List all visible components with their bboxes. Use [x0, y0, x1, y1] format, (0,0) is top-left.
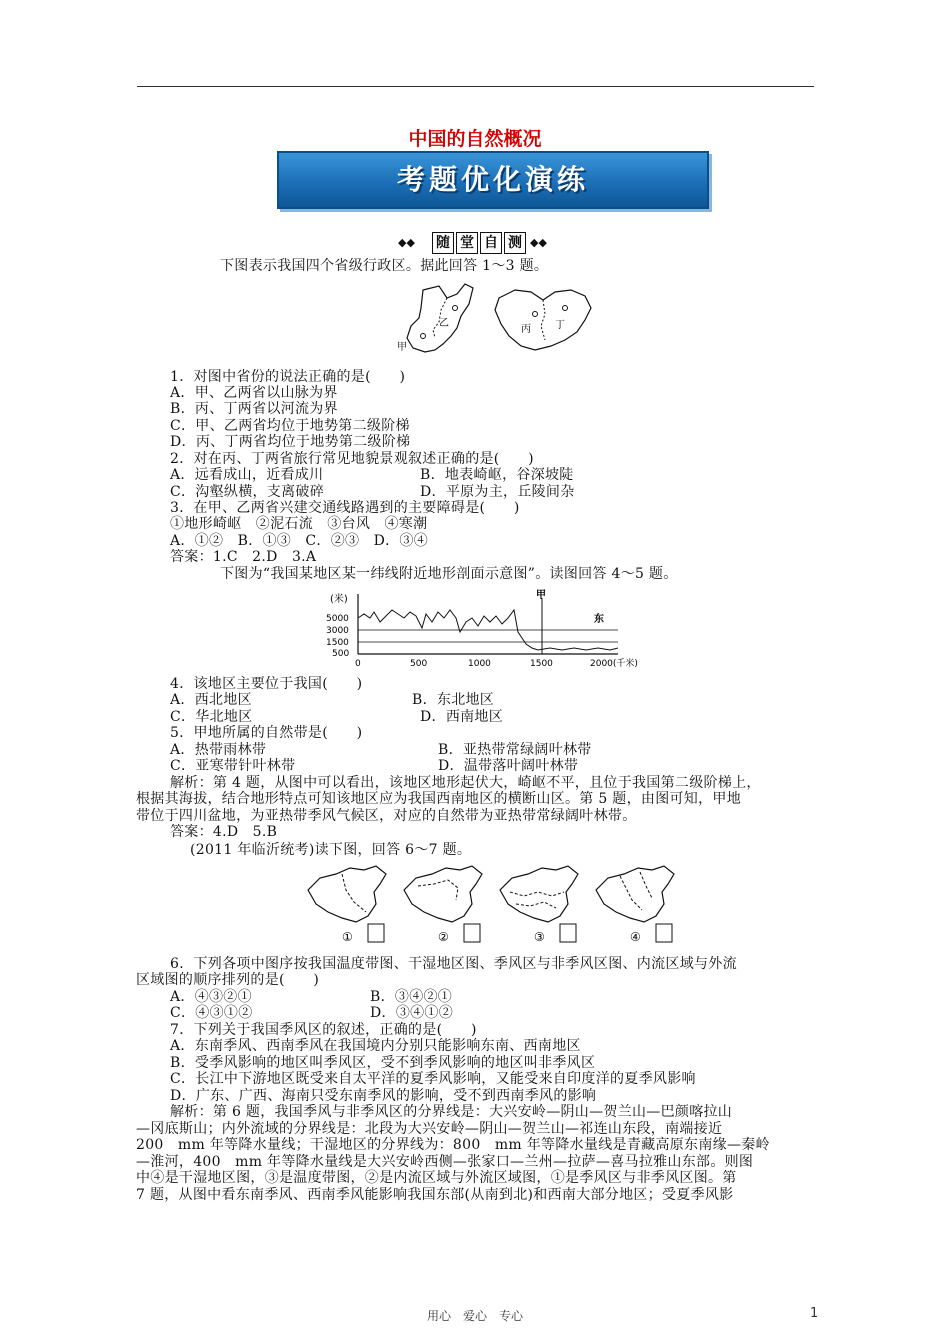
section-char: 自	[480, 232, 502, 254]
q3-items: ①地形崎岖 ②泥石流 ③台风 ④寒潮	[170, 516, 428, 532]
xtick: 0	[355, 659, 361, 669]
q1-d: D．丙、丁两省均位于地势第二级阶梯	[170, 434, 411, 450]
china-map-1	[308, 866, 386, 944]
q5-c: C．亚寒带针叶林带	[170, 758, 296, 774]
xtick: 2000(千米)	[590, 659, 638, 669]
q3: 3．在甲、乙两省兴建交通线路遇到的主要障碍是( )	[170, 500, 520, 516]
profile-ylabel: (米)	[330, 594, 348, 605]
q5-a: A．热带雨林带	[170, 742, 267, 758]
ytick: 500	[332, 649, 350, 659]
china-map-4	[596, 866, 674, 944]
capital-icon	[563, 306, 568, 311]
section-heading	[380, 232, 580, 254]
answer-1-3: 答案：1.C 2.D 3.A	[170, 549, 317, 565]
analysis-6-7-line6: 7 题，从图中看东南季风、西南季风能影响我国东部(从南到北)和西南大部分地区；受夏季风影	[136, 1187, 734, 1203]
map-label: ③	[534, 930, 545, 944]
q2-c: C．沟壑纵横，支离破碎	[170, 484, 325, 500]
intro-1-3: 下图表示我国四个省级行政区。据此回答 1～3 题。	[220, 258, 549, 274]
intro-6-7: (2011 年临沂统考)读下图，回答 6～7 题。	[190, 842, 472, 858]
q3-options: A．①② B．①③ C．②③ D．③④	[170, 533, 429, 549]
q4-c: C．华北地区	[170, 709, 253, 725]
label-yi: 乙	[439, 318, 449, 329]
province-map-figure	[395, 280, 605, 360]
q5-d: D．温带落叶阔叶林带	[438, 758, 579, 774]
q1-a: A．甲、乙两省以山脉为界	[170, 385, 338, 401]
q5: 5．甲地所属的自然带是( )	[170, 725, 363, 741]
xtick: 1500	[530, 659, 553, 669]
china-maps-figure	[302, 862, 682, 950]
q7: 7．下列关于我国季风区的叙述，正确的是( )	[170, 1022, 477, 1038]
xtick: 500	[410, 659, 428, 669]
terrain-profile-figure	[320, 588, 638, 670]
province-border	[541, 300, 545, 340]
q6-line2: 区域图的顺序排列的是( )	[136, 972, 320, 988]
q6-line1: 6．下列各项中图序按我国温度带图、干湿地区图、季风区与非季风区图、内流区域与外流	[170, 956, 737, 972]
section-char: 堂	[456, 232, 478, 254]
xtick: 1000	[468, 659, 491, 669]
label-ding: 丁	[555, 320, 565, 331]
q7-c: C．长江中下游地区既受来自太平洋的夏季风影响，又能受来自印度洋的夏季风影响	[170, 1071, 696, 1087]
china-map-2	[404, 866, 482, 944]
q1-b: B．丙、丁两省以河流为界	[170, 401, 338, 417]
header-rule	[137, 86, 814, 87]
q2: 2．对在丙、丁两省旅行常见地貌景观叙述正确的是( )	[170, 451, 534, 467]
direction-east: 东	[594, 614, 604, 625]
answer-4-5: 答案：4.D 5.B	[170, 824, 278, 840]
page-number: 1	[810, 1306, 819, 1321]
analysis-6-7-line4: —淮河，400 mm 年等降水量线是大兴安岭西侧—张家口—兰州—拉萨—喜马拉雅山东部。则图	[136, 1154, 754, 1170]
q4-d: D．西南地区	[420, 709, 504, 725]
banner-text: 考题优化演练	[396, 163, 589, 196]
ytick: 3000	[326, 626, 349, 636]
analysis-6-7-line1: 解析：第 6 题，我国季风与非季风区的分界线是：大兴安岭—阴山—贺兰山—巴颜喀拉山	[170, 1104, 733, 1120]
analysis-4-5-line1: 解析：第 4 题，从图中可以看出，该地区地形起伏大，崎岖不平，且位于我国第二级阶梯上，	[170, 775, 761, 791]
page-title: 中国的自然概况	[408, 128, 542, 150]
q2-a: A．远看成山，近看成川	[170, 467, 324, 483]
analysis-6-7-line3: 200 mm 年等降水量线；干湿地区的分界线为：800 mm 年等降水量线是青藏高原东南缘—秦岭	[136, 1137, 770, 1153]
china-map-3	[500, 866, 578, 944]
label-jia: 甲	[397, 342, 407, 353]
q2-d: D．平原为主，丘陵间杂	[420, 484, 575, 500]
q7-b: B．受季风影响的地区叫季风区，受不到季风影响的地区叫非季风区	[170, 1055, 596, 1071]
q4-b: B．东北地区	[412, 692, 495, 708]
diamond-left-icon: ◆◆	[398, 236, 415, 249]
section-title-boxes	[432, 232, 528, 254]
q6-d: D．③④①②	[370, 1005, 454, 1021]
q5-b: B．亚热带常绿阔叶林带	[438, 742, 592, 758]
capital-icon	[453, 306, 458, 311]
analysis-4-5-line2: 根据其海拔，结合地形特点可知该地区应为我国西南地区的横断山区。第 5 题，由图可知，甲地	[136, 791, 742, 807]
q2-b: B．地表崎岖，谷深坡陡	[420, 467, 574, 483]
q4-a: A．西北地区	[170, 692, 252, 708]
q1: 1．对图中省份的说法正确的是( )	[170, 369, 406, 385]
map-label: ④	[630, 930, 641, 944]
analysis-6-7-line2: —冈底斯山；内外流域的分界线是：北段为大兴安岭—阴山—贺兰山—祁连山东段，南端接近	[136, 1121, 723, 1137]
section-char: 测	[504, 232, 526, 254]
ytick: 1500	[326, 638, 349, 648]
q7-a: A．东南季风、西南季风在我国境内分别只能影响东南、西南地区	[170, 1038, 581, 1054]
q1-c: C．甲、乙两省均位于地势第二级阶梯	[170, 418, 410, 434]
q6-c: C．④③①②	[170, 1005, 253, 1021]
section-char: 随	[432, 232, 454, 254]
page-footer: 用心 爱心 专心	[426, 1309, 523, 1323]
ytick: 5000	[326, 614, 349, 624]
q7-d: D．广东、广西、海南只受东南季风的影响，受不到西南季风的影响	[170, 1088, 597, 1104]
analysis-4-5-line3: 带位于四川盆地，为亚热带季风气候区，对应的自然带为亚热带常绿阔叶林带。	[136, 808, 637, 824]
map-label: ①	[342, 930, 353, 944]
capital-icon	[421, 334, 426, 339]
q6-b: B．③④②①	[370, 989, 453, 1005]
q4: 4．该地区主要位于我国( )	[170, 676, 363, 692]
map-label: ②	[438, 930, 449, 944]
intro-4-5: 下图为“我国某地区某一纬线附近地形剖面示意图”。读图回答 4～5 题。	[220, 566, 678, 582]
capital-icon	[533, 312, 538, 317]
banner	[277, 151, 709, 209]
q6-a: A．④③②①	[170, 989, 252, 1005]
diamond-right-icon: ◆◆	[530, 236, 547, 249]
label-bing: 丙	[521, 324, 531, 335]
analysis-6-7-line5: 中④是干湿地区图，③是温度带图，②是内流区域与外流区域图，①是季风区与非季风区图。第	[136, 1170, 737, 1186]
marker-jia: 甲	[536, 590, 546, 601]
